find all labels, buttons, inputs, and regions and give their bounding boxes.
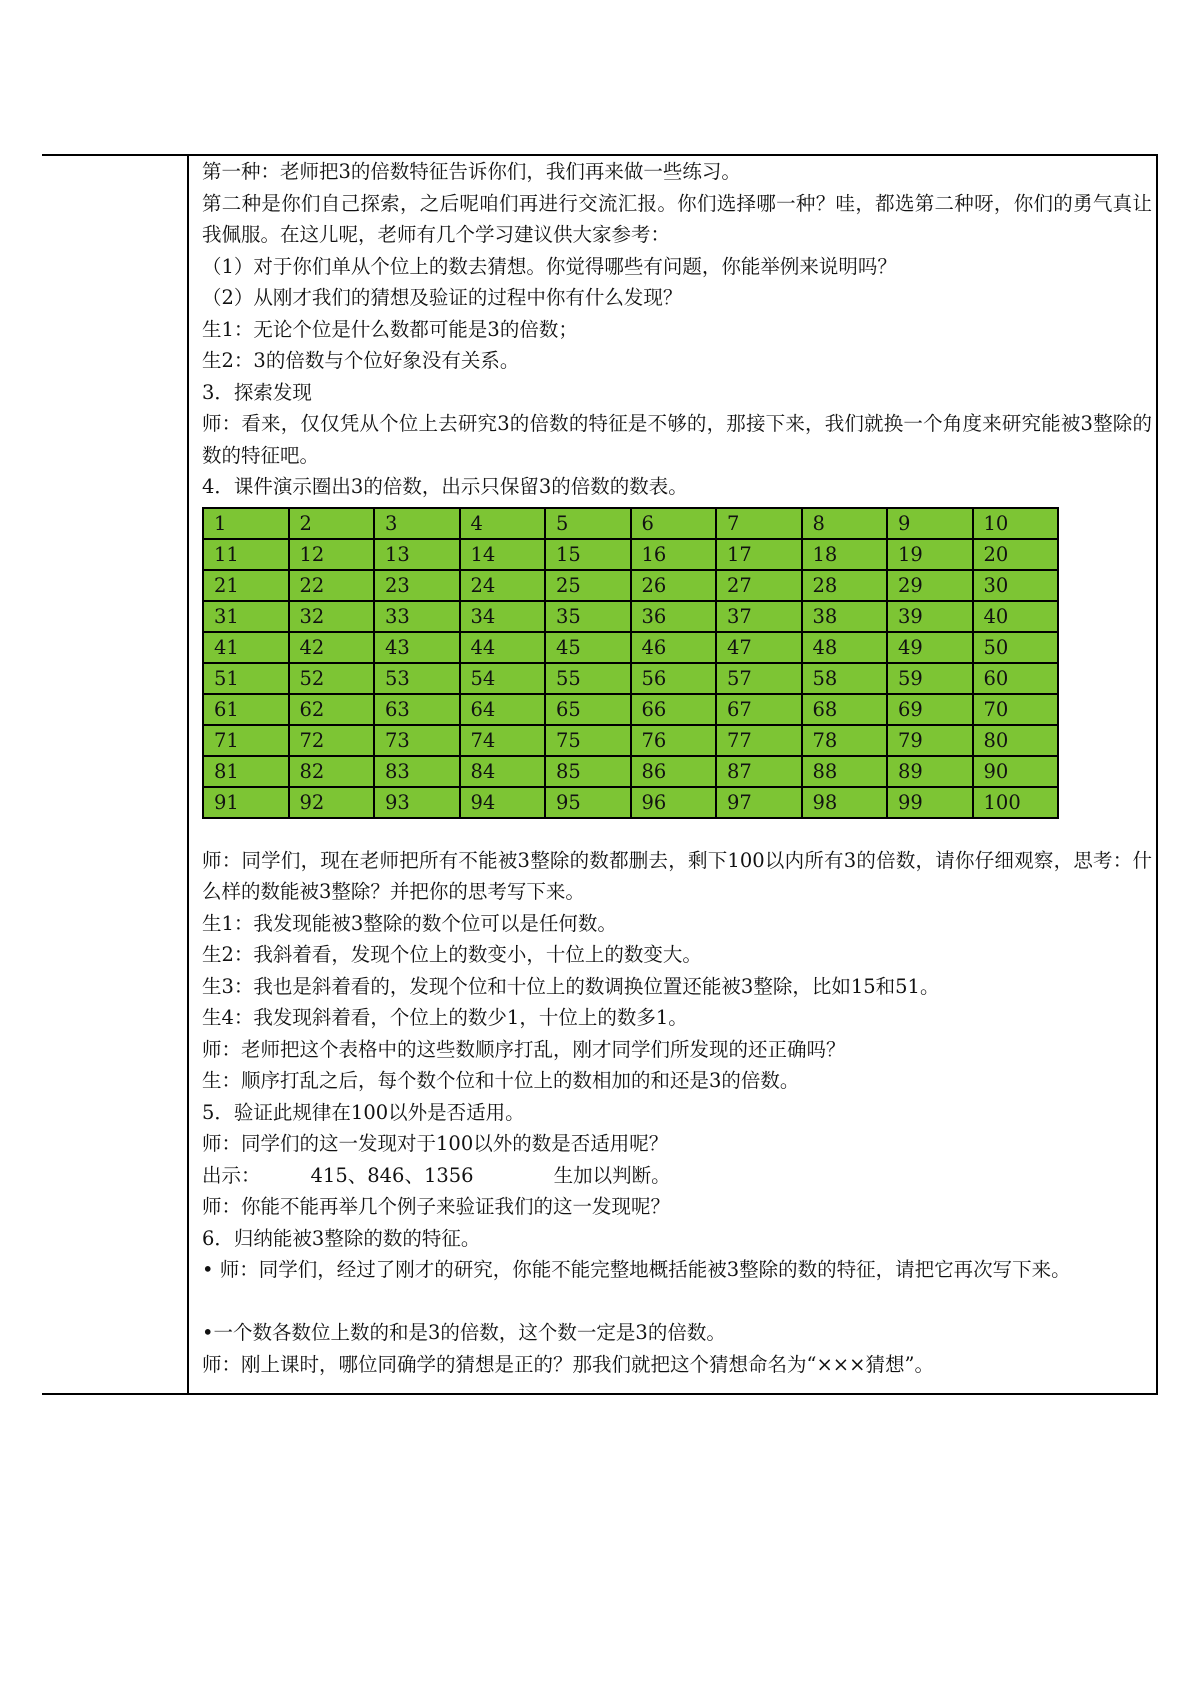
section-heading: 3．探索发现 [202, 380, 312, 404]
lesson-content-cell [202, 156, 1152, 1380]
number-cell: 45 [545, 632, 631, 663]
number-cell: 99 [887, 787, 973, 818]
number-cell: 85 [545, 756, 631, 787]
text-line: 生3：我也是斜着看的，发现个位和十位上的数调换位置还能被3整除，比如15和51。 [202, 974, 940, 998]
text-line: 生1：我发现能被3整除的数个位可以是任何数。 [202, 911, 617, 935]
number-cell: 63 [374, 694, 460, 725]
number-cell: 16 [631, 539, 717, 570]
number-cell: 7 [716, 508, 802, 539]
number-cell: 23 [374, 570, 460, 601]
number-cell: 12 [289, 539, 375, 570]
section-heading: 4．课件演示圈出3的倍数，出示只保留3的倍数的数表。 [202, 475, 688, 498]
text-paragraph: 师：看来，仅仅凭从个位上去研究3的倍数的特征是不够的，那接下来，我们就换一个角度来研究能被3整除的数的特征吧。 [202, 412, 1152, 467]
number-cell: 74 [460, 725, 546, 756]
number-cell: 59 [887, 663, 973, 694]
number-cell: 27 [716, 570, 802, 601]
number-table-row [203, 756, 1058, 787]
number-cell: 95 [545, 787, 631, 818]
number-cell: 76 [631, 725, 717, 756]
number-cell: 24 [460, 570, 546, 601]
text-line: 师：老师把这个表格中的这些数顺序打乱，刚才同学们所发现的还正确吗？ [202, 1037, 846, 1061]
number-cell: 25 [545, 570, 631, 601]
show-numbers: 415、846、1356 [310, 1163, 474, 1187]
number-cell: 67 [716, 694, 802, 725]
number-table-row [203, 663, 1058, 694]
section-heading: 5．验证此规律在100以外是否适用。 [202, 1100, 525, 1124]
number-cell: 20 [973, 539, 1059, 570]
number-cell: 1 [203, 508, 289, 539]
number-cell: 58 [802, 663, 888, 694]
show-line [202, 1160, 1152, 1192]
number-cell: 3 [374, 508, 460, 539]
number-cell: 66 [631, 694, 717, 725]
text-line: •一个数各数位上数的和是3的倍数，这个数一定是3的倍数。 [202, 1321, 726, 1344]
show-action: 生加以判断。 [553, 1163, 671, 1187]
text-line: 第一种：老师把3的倍数特征告诉你们，我们再来做一些练习。 [202, 160, 741, 183]
number-cell: 46 [631, 632, 717, 663]
text-paragraph: • 师：同学们，经过了刚才的研究，你能不能完整地概括能被3整除的数的特征，请把它再次写下来。 [202, 1258, 1071, 1281]
number-cell: 38 [802, 601, 888, 632]
number-cell: 48 [802, 632, 888, 663]
number-cell: 4 [460, 508, 546, 539]
number-cell: 30 [973, 570, 1059, 601]
text-line: 生4：我发现斜着看，个位上的数少1，十位上的数多1。 [202, 1006, 688, 1029]
number-table-row [203, 601, 1058, 632]
number-cell: 22 [289, 570, 375, 601]
text-line: 师：你能不能再举几个例子来验证我们的这一发现呢？ [202, 1195, 671, 1218]
show-label: 出示： [202, 1163, 261, 1187]
number-cell: 29 [887, 570, 973, 601]
number-cell: 94 [460, 787, 546, 818]
number-cell: 64 [460, 694, 546, 725]
number-cell: 9 [887, 508, 973, 539]
number-cell: 98 [802, 787, 888, 818]
number-cell: 18 [802, 539, 888, 570]
number-cell: 31 [203, 601, 289, 632]
number-cell: 72 [289, 725, 375, 756]
number-table-row [203, 508, 1058, 539]
number-cell: 87 [716, 756, 802, 787]
number-cell: 17 [716, 539, 802, 570]
number-cell: 79 [887, 725, 973, 756]
text-line: 师：刚上课时，哪位同确学的猜想是正的？那我们就把这个猜想命名为“×××猜想”。 [202, 1352, 934, 1376]
number-cell: 61 [203, 694, 289, 725]
number-cell: 80 [973, 725, 1059, 756]
number-cell: 34 [460, 601, 546, 632]
number-cell: 11 [203, 539, 289, 570]
number-cell: 82 [289, 756, 375, 787]
number-cell: 40 [973, 601, 1059, 632]
number-cell: 69 [887, 694, 973, 725]
number-cell: 26 [631, 570, 717, 601]
left-column-cell [42, 156, 189, 1393]
number-cell: 36 [631, 601, 717, 632]
number-cell: 42 [289, 632, 375, 663]
number-cell: 47 [716, 632, 802, 663]
number-cell: 73 [374, 725, 460, 756]
text-paragraph: 师：同学们，现在老师把所有不能被3整除的数都删去，剩下100以内所有3的倍数，请你仔细观察，思考：什么样的数能被3整除？并把你的思考写下来。 [202, 848, 1152, 903]
number-cell: 53 [374, 663, 460, 694]
section-heading: 6．归纳能被3整除的数的特征。 [202, 1226, 481, 1250]
number-cell: 68 [802, 694, 888, 725]
text-paragraph: 第二种是你们自己探索，之后呢咱们再进行交流汇报。你们选择哪一种？哇，都选第二种呀，你们的勇气真让我佩服。在这儿呢，老师有几个学习建议供大家参考： [202, 191, 1152, 246]
number-cell: 13 [374, 539, 460, 570]
number-table-row [203, 787, 1058, 818]
number-cell: 97 [716, 787, 802, 818]
number-cell: 8 [802, 508, 888, 539]
number-cell: 28 [802, 570, 888, 601]
number-cell: 19 [887, 539, 973, 570]
number-cell: 55 [545, 663, 631, 694]
number-cell: 78 [802, 725, 888, 756]
number-cell: 6 [631, 508, 717, 539]
number-cell: 49 [887, 632, 973, 663]
number-cell: 44 [460, 632, 546, 663]
number-table [202, 507, 1059, 819]
number-cell: 21 [203, 570, 289, 601]
number-cell: 88 [802, 756, 888, 787]
number-cell: 89 [887, 756, 973, 787]
number-cell: 32 [289, 601, 375, 632]
number-cell: 65 [545, 694, 631, 725]
lesson-table [42, 154, 1158, 1395]
number-table-row [203, 694, 1058, 725]
number-table-row [203, 539, 1058, 570]
number-cell: 56 [631, 663, 717, 694]
number-table-row [203, 725, 1058, 756]
number-cell: 70 [973, 694, 1059, 725]
number-cell: 10 [973, 508, 1059, 539]
number-cell: 75 [545, 725, 631, 756]
text-line: 生：顺序打乱之后，每个数个位和十位上的数相加的和还是3的倍数。 [202, 1069, 800, 1092]
number-cell: 62 [289, 694, 375, 725]
number-cell: 93 [374, 787, 460, 818]
number-cell: 33 [374, 601, 460, 632]
text-line: （2）从刚才我们的猜想及验证的过程中你有什么发现？ [202, 286, 683, 309]
number-cell: 57 [716, 663, 802, 694]
number-cell: 43 [374, 632, 460, 663]
number-cell: 86 [631, 756, 717, 787]
number-cell: 5 [545, 508, 631, 539]
number-cell: 35 [545, 601, 631, 632]
number-cell: 60 [973, 663, 1059, 694]
number-cell: 50 [973, 632, 1059, 663]
number-cell: 83 [374, 756, 460, 787]
number-cell: 77 [716, 725, 802, 756]
number-cell: 52 [289, 663, 375, 694]
number-table-row [203, 570, 1058, 601]
number-cell: 54 [460, 663, 546, 694]
number-cell: 51 [203, 663, 289, 694]
number-cell: 92 [289, 787, 375, 818]
text-line: 生2：我斜着看，发现个位上的数变小，十位上的数变大。 [202, 943, 702, 966]
number-cell: 81 [203, 756, 289, 787]
number-cell: 84 [460, 756, 546, 787]
number-table-row [203, 632, 1058, 663]
number-cell: 15 [545, 539, 631, 570]
text-line: 师：同学们的这一发现对于100以外的数是否适用呢？ [202, 1132, 669, 1155]
number-cell: 14 [460, 539, 546, 570]
number-cell: 41 [203, 632, 289, 663]
number-cell: 91 [203, 787, 289, 818]
number-cell: 90 [973, 756, 1059, 787]
number-cell: 2 [289, 508, 375, 539]
number-cell: 37 [716, 601, 802, 632]
number-cell: 100 [973, 787, 1059, 818]
number-cell: 71 [203, 725, 289, 756]
text-line: （1）对于你们单从个位上的数去猜想。你觉得哪些有问题，你能举例来说明吗？ [202, 254, 897, 278]
text-line: 生2：3的倍数与个位好象没有关系。 [202, 349, 520, 372]
number-cell: 39 [887, 601, 973, 632]
text-line: 生1：无论个位是什么数都可能是3的倍数； [202, 317, 578, 341]
number-cell: 96 [631, 787, 717, 818]
